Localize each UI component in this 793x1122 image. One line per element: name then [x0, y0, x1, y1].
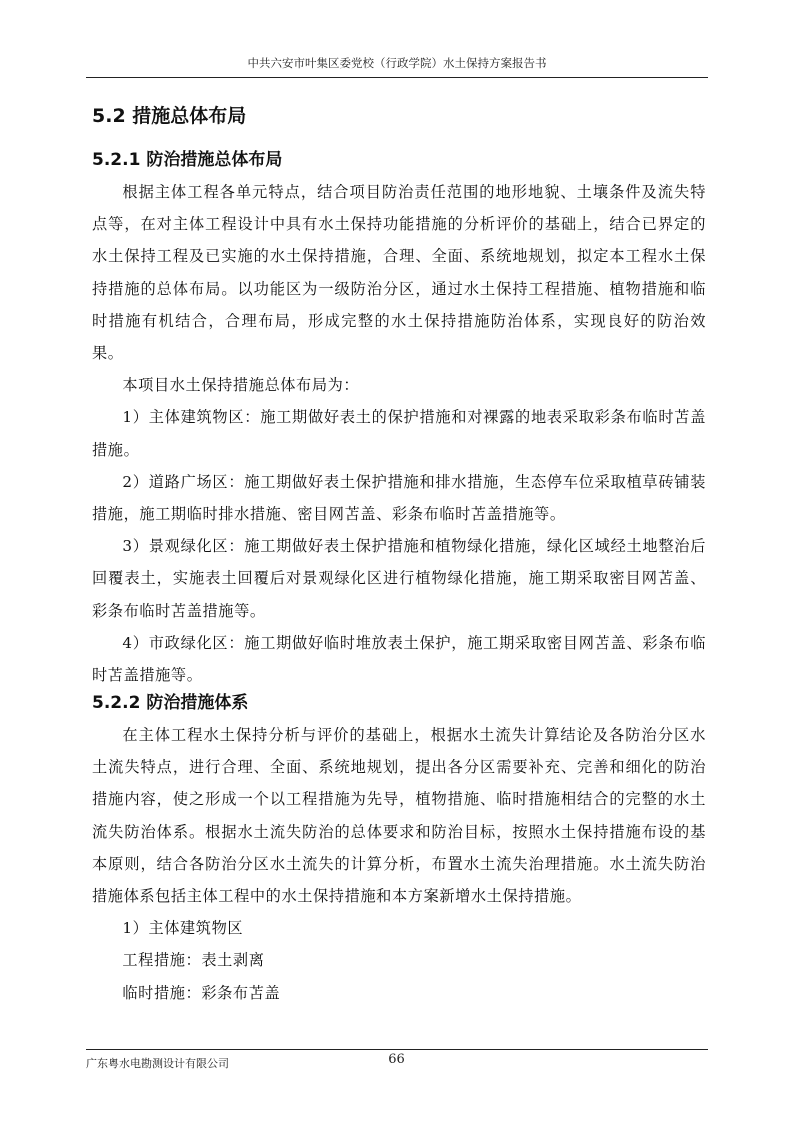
paragraph: 根据主体工程各单元特点，结合项目防治责任范围的地形地貌、土壤条件及流失特点等，在对主体工程设计中具有水土保持功能措施的分析评价的基础上，结合已界定的水土保持工程及已实施的水土保持措施，合理、全面、系统地规划，拟定本工程水土保持措施的总体布局。以功能区为一级防治分区，通过水土保持工程措施、植物措施和临时措施有机结合，合理布局，形成完整的水土保持措施防治体系，实现良好的防治效果。	[92, 183, 706, 363]
footer-company: 广东粤水电勘测设计有限公司	[86, 1057, 229, 1070]
paragraph: 在主体工程水土保持分析与评价的基础上，根据水土流失计算结论及各防治分区水土流失特点，进行合理、全面、系统地规划，提出各分区需要补充、完善和细化的防治措施内容，使之形成一个以工程措施为先导，植物措施、临时措施相结合的完整的水土流失防治体系。根据水土流失防治的总体要求和防治目标，按照水土保持措施布设的基本原则，结合各防治分区水土流失的计算分析，布置水土流失治理措施。水土流失防治措施体系包括主体工程中的水土保持措施和本方案新增水土保持措施。	[92, 726, 706, 906]
paragraph: 本项目水土保持措施总体布局为：	[122, 376, 360, 395]
list-item: 3）景观绿化区：施工期做好表土保护措施和植物绿化措施，绿化区域经土地整治后回覆表土，实施表土回覆后对景观绿化区进行植物绿化措施，施工期采取密目网苫盖、彩条布临时苫盖措施等。	[92, 537, 706, 620]
list-item: 2）道路广场区：施工期做好表土保护措施和排水措施，生态停车位采取植草砖铺装措施，施工期临时排水措施、密目网苫盖、彩条布临时苫盖措施等。	[92, 472, 706, 524]
subsection-heading-1: 5.2.1 防治措施总体布局	[92, 150, 283, 170]
footer-rule	[86, 1049, 708, 1050]
list-item: 工程措施：表土剥离	[122, 951, 265, 970]
page-number: 66	[388, 1052, 405, 1067]
list-item: 临时措施：彩条布苫盖	[122, 983, 281, 1002]
header-rule	[86, 77, 708, 78]
list-item: 1）主体建筑物区：施工期做好表土的保护措施和对裸露的地表采取彩条布临时苫盖措施。	[92, 408, 706, 459]
subsection-heading-2: 5.2.2 防治措施体系	[92, 693, 249, 713]
subsection-1-body	[92, 176, 706, 691]
section-heading: 5.2 措施总体布局	[92, 105, 247, 127]
subsection-2-body	[92, 719, 706, 1009]
list-item: 4）市政绿化区：施工期做好临时堆放表土保护，施工期采取密目网苫盖、彩条布临时苫盖措施等。	[92, 633, 706, 685]
list-item: 1）主体建筑物区	[122, 919, 244, 938]
page-header: 中共六安市叶集区委党校（行政学院）水土保持方案报告书	[247, 56, 547, 70]
